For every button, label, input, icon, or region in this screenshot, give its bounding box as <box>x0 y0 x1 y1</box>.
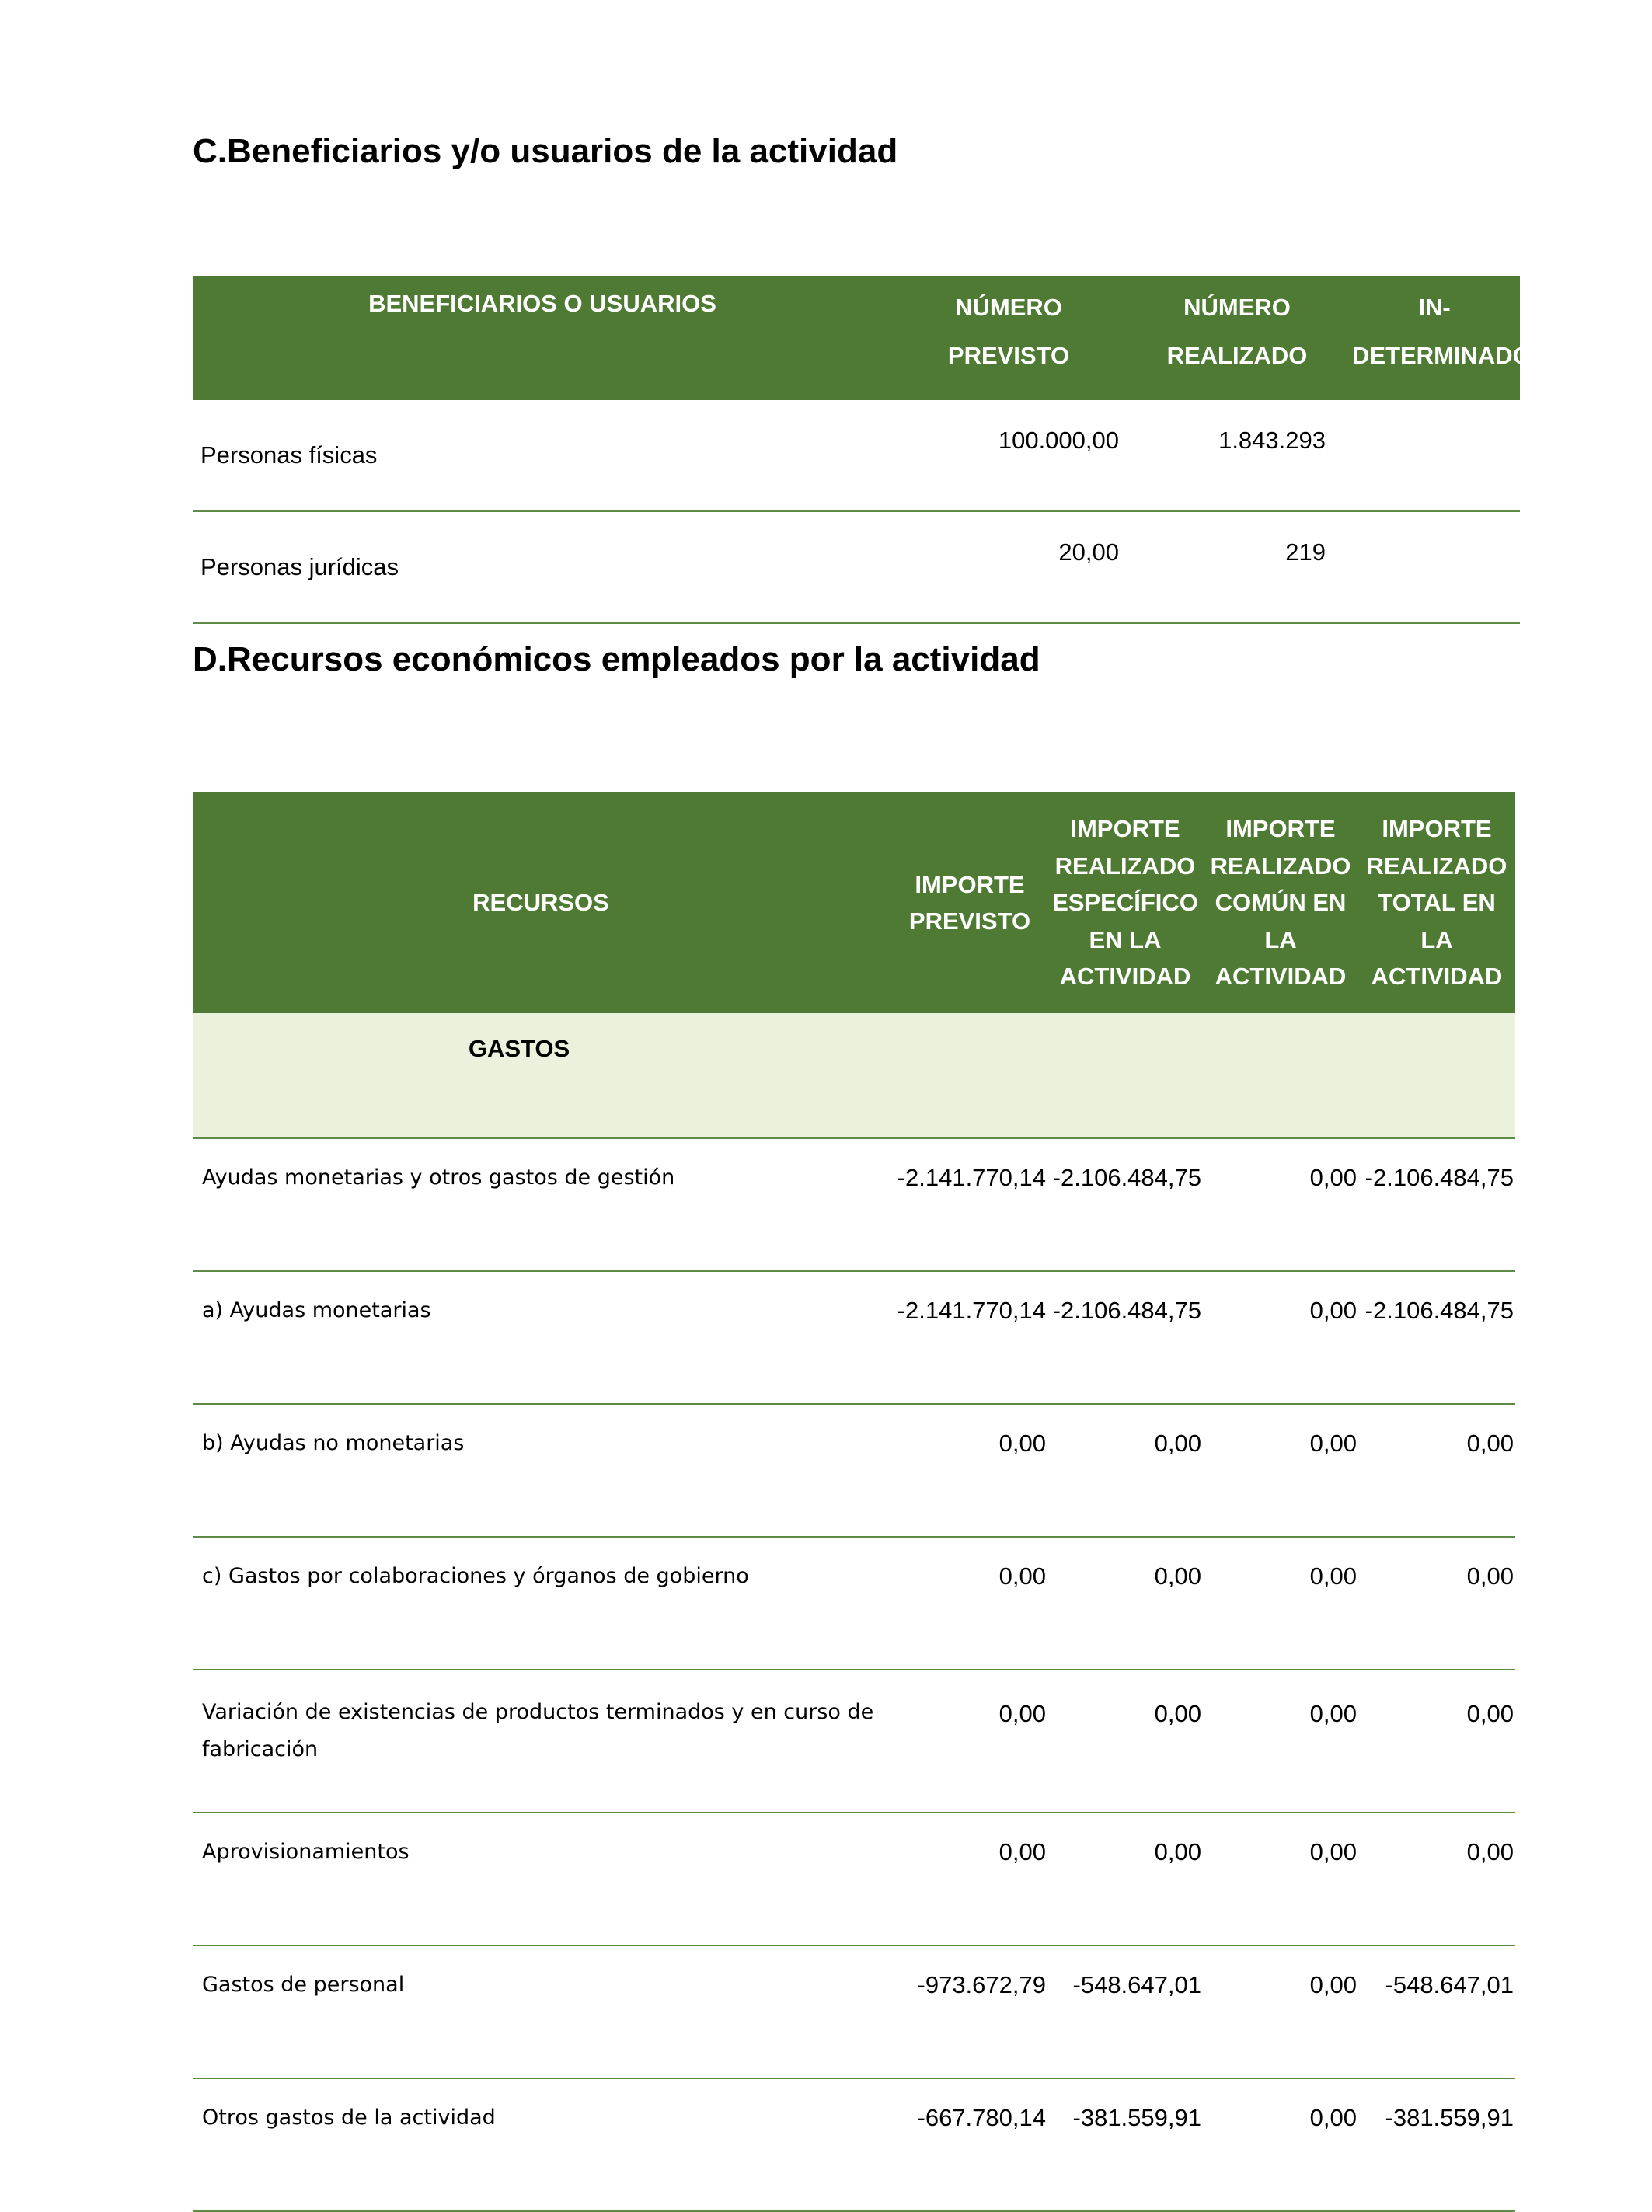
row-especifico: -2.106.484,75 <box>1047 1271 1203 1404</box>
header-recursos: RECURSOS <box>193 792 892 1013</box>
header-line: IMPORTE <box>1225 815 1336 843</box>
row-especifico: -381.559,91 <box>1047 2078 1203 2211</box>
row-comun: 0,00 <box>1203 1271 1358 1404</box>
row-comun: 0,00 <box>1203 1404 1358 1537</box>
header-line: ACTIVIDAD <box>1215 963 1347 991</box>
row-label: Personas jurídicas <box>193 511 892 623</box>
row-total: -2.106.484,75 <box>1358 1271 1515 1404</box>
section-c-title: C.Beneficiarios y/o usuarios de la actividad <box>193 132 898 170</box>
row-previsto: -2.141.770,14 <box>892 1271 1047 1404</box>
header-numero-realizado-line2: REALIZADO <box>1166 342 1308 369</box>
row-comun: 0,00 <box>1203 1670 1358 1813</box>
row-comun: 0,00 <box>1203 1946 1358 2078</box>
row-previsto: -2.141.770,14 <box>892 1138 1047 1271</box>
row-especifico: 0,00 <box>1047 1537 1203 1670</box>
row-previsto: 0,00 <box>892 1813 1047 1946</box>
subheader-cell <box>892 1013 1047 1138</box>
header-line: ACTIVIDAD <box>1059 963 1191 991</box>
row-previsto: -973.672,79 <box>892 1946 1047 2078</box>
header-line: TOTAL EN <box>1378 889 1496 917</box>
beneficiarios-header-row <box>193 276 1520 400</box>
beneficiarios-table <box>193 276 1532 624</box>
header-line: REALIZADO <box>1366 852 1507 880</box>
header-line: LA <box>1420 925 1453 953</box>
gastos-subheader-row <box>193 1013 1515 1138</box>
table-row <box>193 1946 1515 2078</box>
table-row <box>193 1670 1515 1813</box>
header-line: REALIZADO <box>1054 852 1196 880</box>
subheader-cell <box>1047 1013 1203 1138</box>
table-row <box>193 511 1520 623</box>
table-row <box>193 1537 1515 1670</box>
row-total: -381.559,91 <box>1358 2078 1515 2211</box>
row-especifico: -2.106.484,75 <box>1047 1138 1203 1271</box>
header-importe-total <box>1358 792 1515 1013</box>
table-row <box>193 1404 1515 1537</box>
row-especifico: -548.647,01 <box>1047 1946 1203 2078</box>
recursos-header-row <box>193 792 1515 1013</box>
row-comun: 0,00 <box>1203 1813 1358 1946</box>
gastos-label: GASTOS <box>193 1013 892 1138</box>
header-beneficiarios: BENEFICIARIOS O USUARIOS <box>193 276 892 400</box>
row-label: Personas físicas <box>193 400 892 511</box>
row-total: 0,00 <box>1358 1813 1515 1946</box>
row-label: Gastos de personal <box>193 1946 892 2078</box>
row-comun: 0,00 <box>1203 1138 1358 1271</box>
row-label: b) Ayudas no monetarias <box>193 1404 892 1537</box>
header-line: LA <box>1264 925 1297 953</box>
subheader-cell <box>1358 1013 1515 1138</box>
header-numero-previsto-line2: PREVISTO <box>947 342 1070 369</box>
row-total: 0,00 <box>1358 1670 1515 1813</box>
table-row <box>193 400 1520 511</box>
row-total: 0,00 <box>1358 1537 1515 1670</box>
row-especifico: 0,00 <box>1047 1813 1203 1946</box>
row-especifico: 0,00 <box>1047 1404 1203 1537</box>
row-label: Aprovisionamientos <box>193 1813 892 1946</box>
row-realizado: 219 <box>1125 511 1349 623</box>
header-indeterminado <box>1349 276 1532 400</box>
header-line: COMÚN EN <box>1215 889 1347 917</box>
row-previsto: -667.780,14 <box>892 2078 1047 2211</box>
row-label: Otros gastos de la actividad <box>193 2078 892 2211</box>
table-row <box>193 1271 1515 1404</box>
row-previsto: 0,00 <box>892 1404 1047 1537</box>
row-label: a) Ayudas monetarias <box>193 1271 892 1404</box>
header-numero-realizado <box>1125 276 1349 400</box>
header-line: REALIZADO <box>1210 852 1351 880</box>
header-line: ESPECÍFICO <box>1052 889 1198 917</box>
row-previsto: 0,00 <box>892 1670 1047 1813</box>
header-indeterminado-line1: IN- <box>1418 294 1451 321</box>
header-numero-previsto <box>892 276 1125 400</box>
row-indeterminado <box>1349 511 1520 623</box>
header-numero-realizado-line1: NÚMERO <box>1183 294 1291 321</box>
table-row <box>193 1813 1515 1946</box>
row-especifico: 0,00 <box>1047 1670 1203 1813</box>
row-label: c) Gastos por colaboraciones y órganos de gobierno <box>193 1537 892 1670</box>
subheader-cell <box>1203 1013 1358 1138</box>
row-total: -548.647,01 <box>1358 1946 1515 2078</box>
section-d-title: D.Recursos económicos empleados por la actividad <box>193 640 1040 678</box>
header-line: EN LA <box>1089 925 1162 953</box>
row-comun: 0,00 <box>1203 2078 1358 2211</box>
row-total: -2.106.484,75 <box>1358 1138 1515 1271</box>
header-importe-especifico <box>1047 792 1203 1013</box>
header-line: IMPORTE <box>1070 815 1180 843</box>
header-importe-previsto-line1: IMPORTE <box>915 870 1025 898</box>
header-line: ACTIVIDAD <box>1371 963 1503 991</box>
row-realizado: 1.843.293 <box>1125 400 1349 511</box>
header-indeterminado-line2: DETERMINADO <box>1352 342 1532 369</box>
row-label: Ayudas monetarias y otros gastos de gestión <box>193 1138 892 1271</box>
row-comun: 0,00 <box>1203 1537 1358 1670</box>
header-numero-previsto-line1: NÚMERO <box>955 294 1062 321</box>
recursos-table <box>193 792 1515 2212</box>
header-importe-comun <box>1203 792 1358 1013</box>
header-importe-previsto <box>892 792 1047 1013</box>
row-label: Variación de existencias de productos terminados y en curso de fabricación <box>193 1670 892 1813</box>
table-row <box>193 2078 1515 2211</box>
header-line: IMPORTE <box>1382 815 1492 843</box>
row-previsto: 20,00 <box>892 511 1125 623</box>
row-indeterminado <box>1349 400 1520 511</box>
row-previsto: 100.000,00 <box>892 400 1125 511</box>
row-total: 0,00 <box>1358 1404 1515 1537</box>
row-previsto: 0,00 <box>892 1537 1047 1670</box>
header-importe-previsto-line2: PREVISTO <box>908 907 1031 935</box>
table-row <box>193 1138 1515 1271</box>
